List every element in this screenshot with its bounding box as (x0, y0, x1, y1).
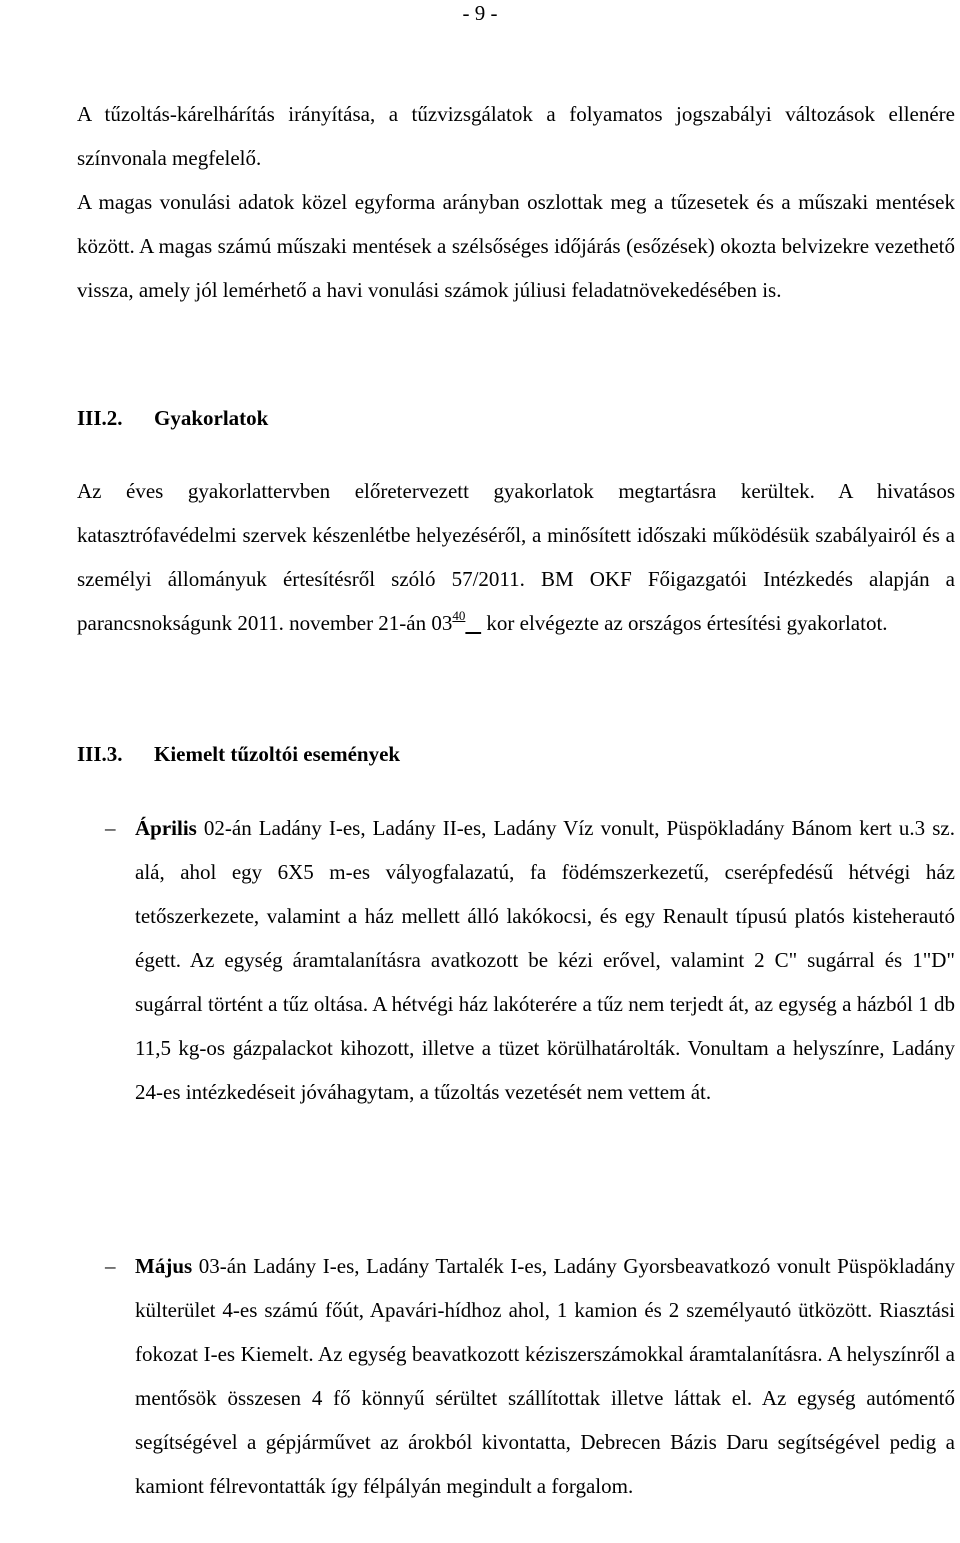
intro-paragraph (77, 92, 955, 312)
event-month-april: Április (135, 816, 197, 840)
event-month-may: Május (135, 1254, 193, 1278)
intro-sentence-3: A magas számú műszaki mentések a szélsőséges időjárás (esőzések) okozta belvizekre vezethető vissza, amely jól lemérhető a havi vonulási számok júliusi feladatnövekedésében is. (77, 234, 956, 302)
bullet-dash: – (105, 1254, 116, 1278)
section-number: III.2. (77, 406, 123, 430)
exercises-paragraph (77, 469, 955, 645)
exercise-time-superscript: 40 (452, 608, 466, 623)
event-april-text (135, 806, 955, 1114)
section-number-events: III.3. (77, 742, 123, 766)
exercises-text-b: kor elvégezte az országos értesítési gyakorlatot. (481, 611, 888, 635)
exercises-text-a: Az éves gyakorlattervben előretervezett gyakorlatok megtartásra kerültek. A hivatásos katasztrófavédelmi szervek készenlétbe helyezéséről, a minősített időszaki működésük szabályairól és a személyi állományuk értesítésről szóló 57/2011. BM OKF Főigazgatói Intézkedés alapján a parancsnokságunk 2011. november 21-án 03 (77, 479, 955, 635)
time-underline-gap (465, 611, 481, 635)
intro-sentence-2: A magas vonulási adatok közel egyforma arányban oszlottak meg a tűzesetek és a műszaki mentések között. (77, 190, 955, 258)
bullet-dash: – (105, 816, 116, 840)
event-april-body: 02-án Ladány I-es, Ladány II-es, Ladány Víz vonult, Püspökladány Bánom kert u.3 sz. alá, ahol egy 6X5 m-es vályogfalazatú, fa födémszerkezetű, cserépfedésű hétvégi ház tetőszerkezete, valamint a ház mellett álló lakókocsi, és egy Renault típusú platós kisteherautó égett. Az egység áramtalanításra avatkozott be kézi erővel, valamint 2 C" sugárral és 1"D" sugárral történt a tűz oltása. A hétvégi ház lakóterére a tűz nem terjedt át, az egység a házból 1 db 11,5 kg-os gázpalackot kihozott, illetve a tüzet körülhatárolták. Vonultam a helyszínre, Ladány 24-es intézkedéseit jóváhagytam, a tűzoltás vezetését nem vettem át. (135, 816, 955, 1104)
page-number: - 9 - (462, 1, 498, 25)
section-title-events: Kiemelt tűzoltói események (154, 742, 401, 766)
intro-sentence-1: A tűzoltás-kárelhárítás irányítása, a tűzvizsgálatok a folyamatos jogszabályi változások ellenére színvonala megfelelő. (77, 102, 955, 170)
section-title-exercises: Gyakorlatok (154, 406, 269, 430)
event-may-body: 03-án Ladány I-es, Ladány Tartalék I-es, Ladány Gyorsbeavatkozó vonult Püspökladány külterület 4-es számú főút, Apavári-hídhoz ahol, 1 kamion és 2 személyautó ütközött. Riasztási fokozat I-es Kiemelt. Az egység beavatkozott kéziszerszámokkal áramtalanításra. A helyszínről a mentősök összesen 4 fő könnyű sérültet szállítottak illetve láttak el. Az egység autómentő segítségével a gépjárművet az árokból kivontatta, Debrecen Bázis Daru segítségével pedig a kamiont félrevontatták így félpályán megindult a forgalom. (135, 1254, 955, 1498)
event-may-text (135, 1244, 955, 1508)
